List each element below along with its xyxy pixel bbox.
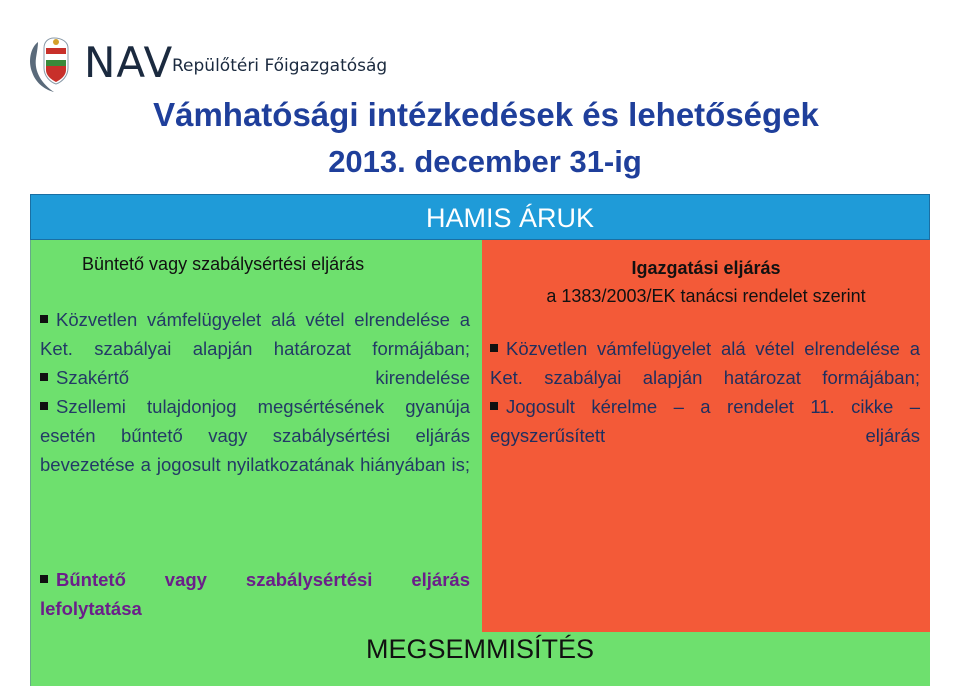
list-item: Jogosult kérelme – a rendelet 11. cikke – egyszerűsített eljárás [490,396,920,446]
brand-subtitle: Repülőtéri Főigazgatóság [172,56,388,76]
bullet-icon [490,402,498,410]
list-item: Közvetlen vámfelügyelet alá vétel elrendelése a Ket. szabályai alapján határozat formájában; [40,309,470,359]
page-title-text: Vámhatósági intézkedések és lehetőségek [153,96,819,133]
administrative-heading-line2: a 1383/2003/EK tanácsi rendelet szerint [546,286,866,306]
bullet-icon [40,575,48,583]
brand-name: NAV [84,38,174,87]
criminal-procedure-heading: Büntető vagy szabálysértési eljárás [82,254,365,274]
page-title [0,96,960,134]
criminal-procedure-highlight [40,565,470,623]
administrative-heading-line1: Igazgatási eljárás [631,258,781,278]
list-item: Közvetlen vámfelügyelet alá vétel elrendelése a Ket. szabályai alapján határozat formájában; [490,338,920,388]
criminal-procedure-list [40,305,470,479]
destruction-label: MEGSEMMISÍTÉS [365,634,595,664]
section-header-text: HAMIS ÁRUK [425,203,595,233]
bullet-icon [40,373,48,381]
list-item: Szakértő kirendelése [40,363,470,392]
bullet-icon [490,344,498,352]
administrative-procedure-list [490,334,920,450]
bullet-icon [40,315,48,323]
nav-logo-icon [24,32,76,94]
section-header [30,194,930,240]
page-subtitle: 2013. december 31-ig [328,144,642,179]
administrative-procedure-heading [482,254,930,310]
bullet-icon [40,402,48,410]
list-item: Szellemi tulajdonjog megsértésének gyanúja esetén bűntető vagy szabálysértési eljárás bevezetése a jogosult nyilatkozatának hiányában is; [40,396,470,475]
list-item: Bűntető vagy szabálysértési eljárás lefolytatása [40,569,470,619]
